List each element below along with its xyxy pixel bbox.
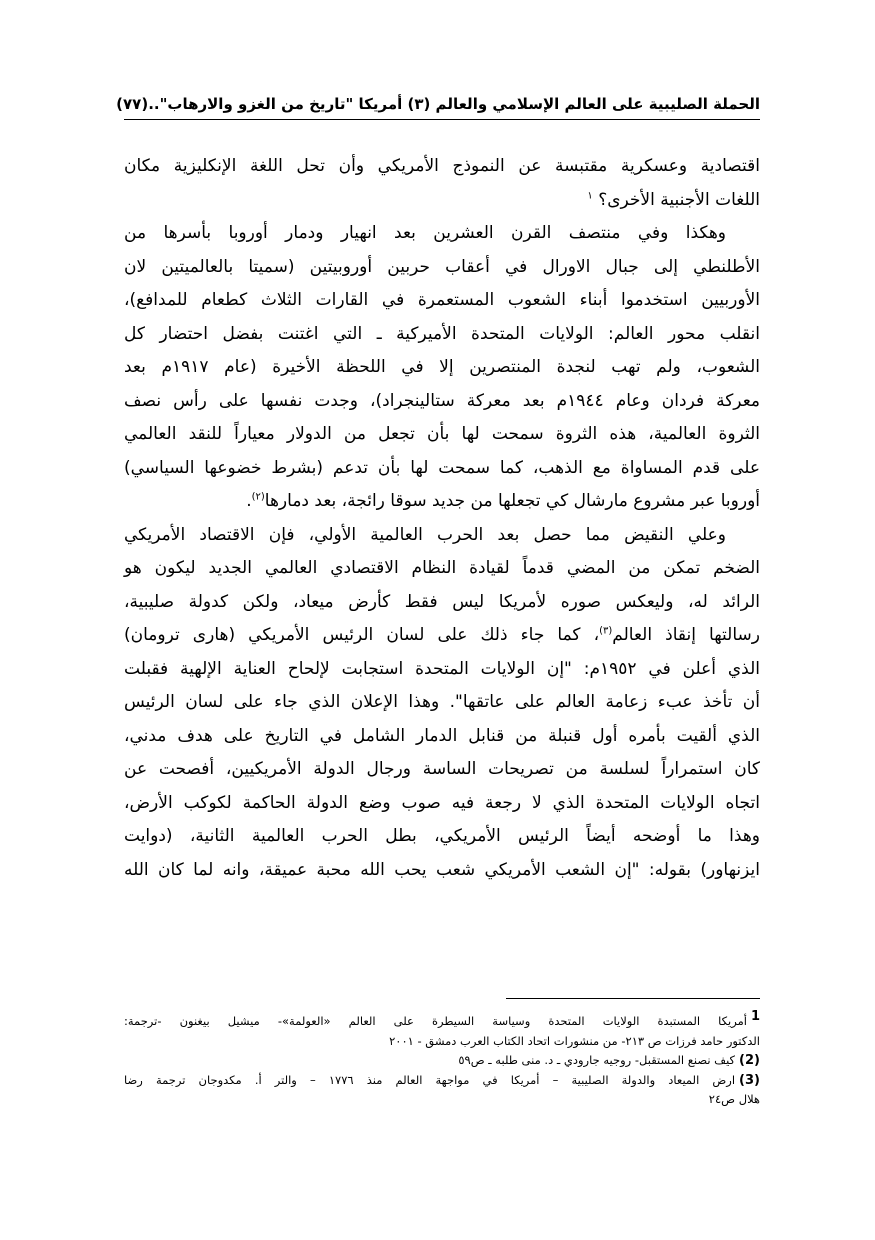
text-line: الأوربيين استخدموا أبناء الشعوب المستعمرة في القارات الثلاث كطعام للمدافع)، [124,290,760,310]
text-line: الضخم تمكن من المضي قدماً لقيادة النظام الاقتصادي العالمي الجديد ليكون هو [124,558,760,578]
text-line: اللغات الأجنبية الأخرى؟ $^١$ [587,189,760,210]
footnote-ref-2: (٢) [251,491,265,503]
running-header [116,92,760,116]
text-line: معركة فردان وعام ١٩٤٤م بعد معركة ستالينجراد)، وجدت نفسها على رأس نصف [124,390,760,411]
text-line: الثروة العالمية، هذه الثروة سمحت لها بأن تجعل من الدولار معياراً للنقد العالمي [124,424,760,444]
footnote-mark: (2) [739,1053,760,1068]
header-title: الحملة الصليبية على العالم الإسلامي والعالم (٣) أمريكا "تاريخ من الغزو والارهاب".. [148,95,760,113]
text-line: الأطلنطي إلى جبال الاورال في أعقاب حربين أوروبيتين (سميتا بالعالميتين لان [124,256,760,277]
text-line: الذي ألقيت بأمره أول قنبلة من قنابل الدمار الشامل في التاريخ على هدف مدني، [124,725,760,746]
text-line: وهكذا وفي منتصف القرن العشرين بعد انهيار ودمار أوروبا بأسرها من [124,223,726,243]
footnote-ref-3: (٣) [599,625,613,637]
footnotes [124,1009,760,1110]
text-line: أوروبا عبر مشروع مارشال كي تجعلها من جديد سوقا رائجة، بعد دمارها$^{(٢)}$. [246,491,760,511]
text-line: وهذا ما أوضحه أيضاً الرئيس الأمريكي، بطل الحرب العالمية الثانية، (دوايت [124,826,760,846]
footnote-mark: (3) [739,1072,760,1088]
text-line: الرائد له، وليعكس صوره لأمريكا ليس فقط كأرض ميعاد، ولكن كدولة صليبية، [124,591,760,612]
footnote-ref-1: ١ [587,189,593,201]
header-rule [124,119,760,120]
text-line: الذي أعلن في ١٩٥٢م: "إن الولايات المتحدة استجابت لإلحاح العناية الإلهية فقبلت [124,658,761,679]
footnote-mark: 1 [750,1009,760,1025]
body-text [124,150,760,887]
text-line: كان استمراراً لسلسة من تصريحات الساسة ورجال الدولة الأمريكيين، أفصحت عن [124,759,760,779]
footnote-1: $^1$أمريكا المستبدة الولايات المتحدة وسياسة السيطرة على العالم «العولمة»- ميشيل بيغنون -ترجمة: [124,1009,760,1028]
page-number: (٧٧) [116,95,149,113]
footnote-3-cont: هلال ص٢٤ [708,1092,760,1106]
text-line: رسالتها إنقاذ العالم$^{(٣)}$، كما جاء ذلك على لسان الرئيس الأمريكي (هارى ترومان) [124,625,760,645]
footnote-1-cont: الدكتور حامد فرزات ص ٢١٣- من منشورات اتحاد الكتاب العرب دمشق - ٢٠٠١ [389,1033,760,1048]
footnote-rule [506,998,760,999]
text-line: اتجاه الولايات المتحدة الذي لا رجعة فيه صوب وضع الدولة الحاكمة لكوكب الأرض، [124,792,760,813]
text-line: انقلب محور العالم: الولايات المتحدة الأميركية ـ التي اغتنت بفضل احتضار كل [124,323,760,344]
footnote-3: (3)ارض الميعاد والدولة الصليبية – أمريكا في مواجهة العالم منذ ١٧٧٦ – والتر أ. مكدوجان ترجمة رضا [124,1072,760,1088]
text-line: ايزنهاور) بقوله: "إن الشعب الأمريكي شعب يحب الله محبة عميقة، وانه لما كان الله [124,859,760,880]
text-line: اقتصادية وعسكرية مقتبسة عن النموذج الأمريكي وأن تحل اللغة الإنكليزية مكان [124,156,760,176]
text-line: على قدم المساواة مع الذهب، كما سمحت لها بأن تدعم (بشرط خضوعها السياسي) [124,457,760,478]
text-line: الشعوب، ولم تهب لنجدة المنتصرين إلا في اللحظة الأخيرة (عام ١٩١٧م بعد [124,357,760,377]
footnote-2: (2)كيف نصنع المستقبل- روجيه جارودي ـ د. منى طلبه ـ ص٥٩ [458,1053,760,1068]
text-line: وعلي النقيض مما حصل بعد الحرب العالمية الأولي، فإن الاقتصاد الأمريكي [124,524,726,545]
text-line: أن تأخذ عبء زعامة العالم على عاتقها". وهذا الإعلان الذي جاء على لسان الرئيس [124,692,760,712]
